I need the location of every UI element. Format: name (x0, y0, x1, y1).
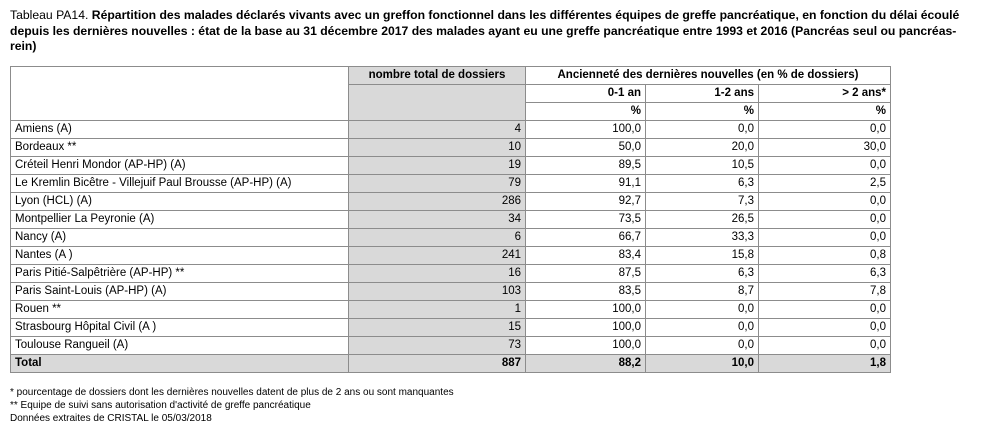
total-dossiers: 286 (349, 193, 526, 211)
pct-plus-2-ans: 0,0 (759, 337, 891, 355)
pct-0-1-an: 83,5 (526, 283, 646, 301)
footnote-asterisk: * pourcentage de dossiers dont les dernières nouvelles datent de plus de 2 ans ou sont manquantes (10, 387, 454, 398)
table-row (11, 337, 891, 355)
pct-0-1-an: 87,5 (526, 265, 646, 283)
header-row-1 (11, 67, 891, 85)
pct-plus-2-ans: 6,3 (759, 265, 891, 283)
pct-1-2-ans: 0,0 (646, 319, 759, 337)
total-dossiers: 15 (349, 319, 526, 337)
total-dossiers: 73 (349, 337, 526, 355)
table-row (11, 175, 891, 193)
pct-plus-2-ans: 0,0 (759, 193, 891, 211)
table-row (11, 319, 891, 337)
pct-0-1-an: 100,0 (526, 301, 646, 319)
centre-name: Amiens (A) (11, 121, 349, 139)
pct-1-2-ans: 0,0 (646, 301, 759, 319)
pct-1-2-ans: 10,5 (646, 157, 759, 175)
pct-1-2-ans: 8,7 (646, 283, 759, 301)
centre-name: Rouen ** (11, 301, 349, 319)
data-source-note: Données extraites de CRISTAL le 05/03/2018 (10, 413, 212, 424)
pct-0-1-an: 100,0 (526, 319, 646, 337)
total-dossiers: 79 (349, 175, 526, 193)
pct-plus-2-ans: 0,0 (759, 301, 891, 319)
total-dossiers: 1 (349, 301, 526, 319)
table-row (11, 121, 891, 139)
table-row (11, 157, 891, 175)
pct-1-2-ans: 6,3 (646, 175, 759, 193)
header-unit-3: % (759, 103, 891, 121)
pct-1-2-ans: 15,8 (646, 247, 759, 265)
pct-1-2-ans: 6,3 (646, 265, 759, 283)
centre-name: Le Kremlin Bicêtre - Villejuif Paul Brousse (AP-HP) (A) (11, 175, 349, 193)
pct-plus-2-ans: 0,0 (759, 157, 891, 175)
pct-1-2-ans: 0,0 (646, 337, 759, 355)
centre-name: Strasbourg Hôpital Civil (A ) (11, 319, 349, 337)
pct-0-1-an: 100,0 (526, 337, 646, 355)
pct-0-1-an: 92,7 (526, 193, 646, 211)
total-pct-1-2-ans: 10,0 (646, 355, 759, 373)
total-dossiers: 887 (349, 355, 526, 373)
footnotes (10, 386, 454, 425)
pct-0-1-an: 66,7 (526, 229, 646, 247)
pct-1-2-ans: 7,3 (646, 193, 759, 211)
centre-name: Nantes (A ) (11, 247, 349, 265)
total-pct-0-1-an: 88,2 (526, 355, 646, 373)
total-dossiers: 19 (349, 157, 526, 175)
header-0-1-an: 0-1 an (526, 85, 646, 103)
total-dossiers: 16 (349, 265, 526, 283)
centre-name: Bordeaux ** (11, 139, 349, 157)
centre-name: Montpellier La Peyronie (A) (11, 211, 349, 229)
centre-name: Créteil Henri Mondor (AP-HP) (A) (11, 157, 349, 175)
total-pct-plus-2-ans: 1,8 (759, 355, 891, 373)
centre-name: Paris Pitié-Salpêtrière (AP-HP) ** (11, 265, 349, 283)
table-row (11, 301, 891, 319)
table-title: Répartition des malades déclarés vivants avec un greffon fonctionnel dans les différentes équipes de greffe pancréatique, en fonction du délai écoulé depuis les dernières nouvelles : état de la base au 31 décembre 2017 des malades ayant eu une greffe pancréatique entre 1993 et 2016 (Pancréas seul ou pancréas-rein) (10, 8, 960, 53)
total-dossiers: 4 (349, 121, 526, 139)
total-row (11, 355, 891, 373)
centre-name: Lyon (HCL) (A) (11, 193, 349, 211)
footnote-double-asterisk: ** Equipe de suivi sans autorisation d'activité de greffe pancréatique (10, 400, 311, 411)
header-unit-2: % (646, 103, 759, 121)
pct-0-1-an: 91,1 (526, 175, 646, 193)
pct-plus-2-ans: 0,8 (759, 247, 891, 265)
pct-1-2-ans: 33,3 (646, 229, 759, 247)
centre-name: Paris Saint-Louis (AP-HP) (A) (11, 283, 349, 301)
header-empty-cell (11, 67, 349, 121)
pct-0-1-an: 73,5 (526, 211, 646, 229)
table-row (11, 229, 891, 247)
table-row (11, 247, 891, 265)
pct-plus-2-ans: 0,0 (759, 319, 891, 337)
pct-0-1-an: 83,4 (526, 247, 646, 265)
pct-0-1-an: 89,5 (526, 157, 646, 175)
table-row (11, 139, 891, 157)
header-total-blank (349, 85, 526, 121)
header-1-2-ans: 1-2 ans (646, 85, 759, 103)
pct-1-2-ans: 20,0 (646, 139, 759, 157)
pct-1-2-ans: 0,0 (646, 121, 759, 139)
header-unit-1: % (526, 103, 646, 121)
pct-1-2-ans: 26,5 (646, 211, 759, 229)
total-dossiers: 103 (349, 283, 526, 301)
total-dossiers: 6 (349, 229, 526, 247)
pct-plus-2-ans: 2,5 (759, 175, 891, 193)
pct-plus-2-ans: 0,0 (759, 229, 891, 247)
pct-plus-2-ans: 0,0 (759, 211, 891, 229)
pct-0-1-an: 100,0 (526, 121, 646, 139)
pct-plus-2-ans: 0,0 (759, 121, 891, 139)
total-label: Total (11, 355, 349, 373)
total-dossiers: 34 (349, 211, 526, 229)
table-row (11, 193, 891, 211)
pct-plus-2-ans: 30,0 (759, 139, 891, 157)
data-table (10, 66, 891, 373)
centre-name: Toulouse Rangueil (A) (11, 337, 349, 355)
table-caption (10, 8, 972, 55)
table-row (11, 265, 891, 283)
header-plus-2-ans: > 2 ans* (759, 85, 891, 103)
pct-plus-2-ans: 7,8 (759, 283, 891, 301)
header-total-dossiers: nombre total de dossiers (349, 67, 526, 85)
table-number: Tableau PA14. (10, 8, 89, 22)
centre-name: Nancy (A) (11, 229, 349, 247)
pct-0-1-an: 50,0 (526, 139, 646, 157)
header-anciennete: Ancienneté des dernières nouvelles (en % de dossiers) (526, 67, 891, 85)
table-row (11, 283, 891, 301)
total-dossiers: 10 (349, 139, 526, 157)
table-row (11, 211, 891, 229)
total-dossiers: 241 (349, 247, 526, 265)
